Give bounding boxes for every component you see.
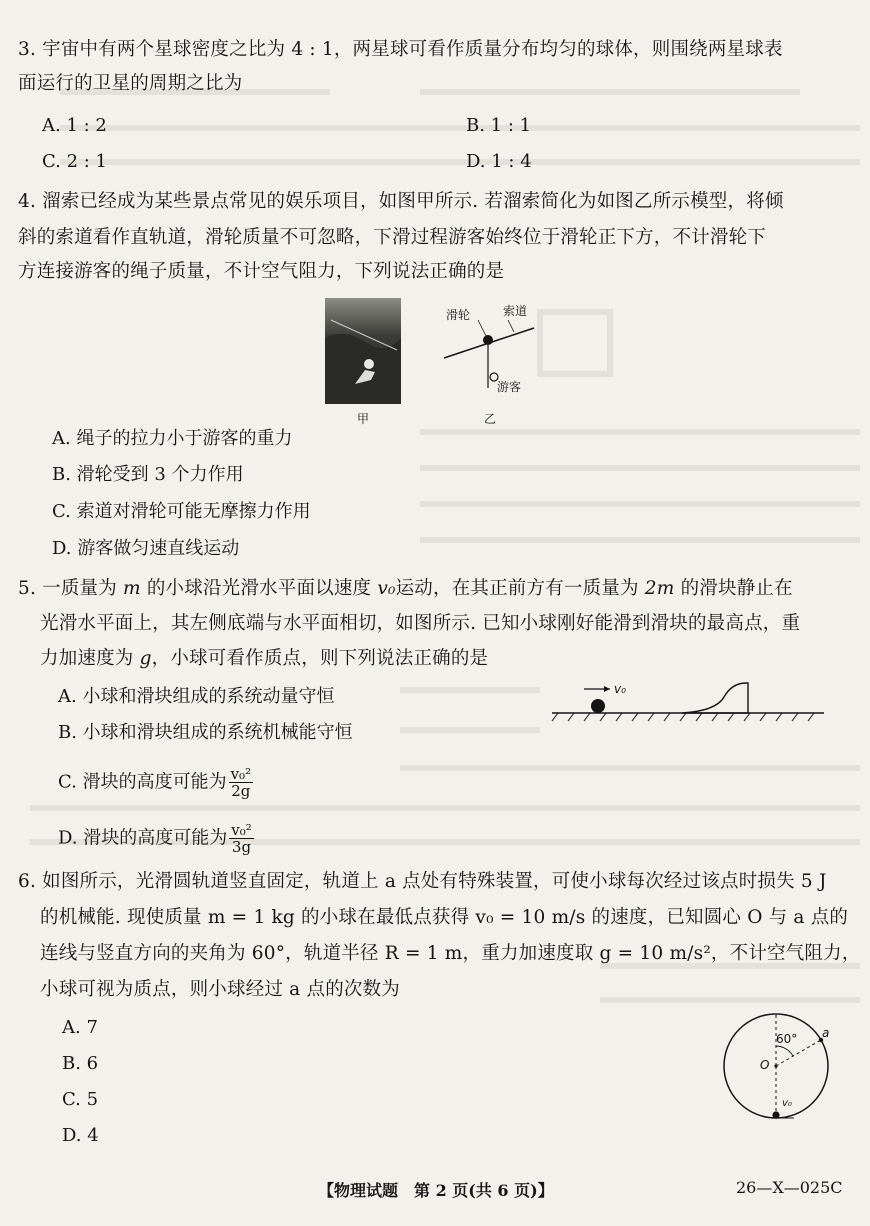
q5-stem-line2: 光滑水平面上，其左侧底端与水平面相切，如图所示. 已知小球刚好能滑到滑块的最高点，重 xyxy=(40,613,801,634)
q3-stem-line2: 面运行的卫星的周期之比为 xyxy=(18,73,243,94)
q6-option-d: D. 4 xyxy=(62,1125,99,1146)
tourist-label: 游客 xyxy=(497,380,522,394)
q6-stem-line1: 6. 如图所示，光滑圆轨道竖直固定，轨道上 a 点处有特殊装置，可使小球每次经过该点时损失 5 J xyxy=(18,871,827,892)
q4-stem-line2: 斜的索道看作直轨道，滑轮质量不可忽略，下滑过程游客始终位于滑轮正下方，不计滑轮下 xyxy=(18,227,767,248)
q5-option-b: B. 小球和滑块组成的系统机械能守恒 xyxy=(58,722,353,743)
q5-option-c: C. 滑块的高度可能为 $\frac{\text{v₀²}}{2g}$ xyxy=(58,765,252,800)
q5-option-d: D. 滑块的高度可能为 $\frac{\text{v₀²}}{3g}$ xyxy=(58,821,252,856)
center-o-label: O xyxy=(760,1058,770,1072)
q6-fig-v0-label: v₀ xyxy=(782,1098,792,1109)
gravity-g: g xyxy=(139,648,152,669)
q3-option-b: B. 1 : 1 xyxy=(466,115,532,136)
fraction-v0sq-over-3g: $\frac{\text{v₀²}}{3g}$ xyxy=(231,821,252,856)
q6-option-b: B. 6 xyxy=(62,1053,99,1074)
cable-label: 索道 xyxy=(503,304,528,318)
mass-m: m xyxy=(123,578,141,599)
q5-stem-line3: 力加速度为 g，小球可看作质点，则下列说法正确的是 xyxy=(40,648,489,669)
page-footer-code: 26—X—025C xyxy=(736,1178,843,1197)
zipline-photo xyxy=(325,298,405,408)
q4-stem-line3: 方连接游客的绳子质量，不计空气阻力，下列说法正确的是 xyxy=(18,261,505,282)
q3-option-c: C. 2 : 1 xyxy=(42,151,107,172)
page-footer-title: 【物理试题 第 2 页(共 6 页)】 xyxy=(318,1181,554,1200)
q6-stem-line4: 小球可视为质点，则小球经过 a 点的次数为 xyxy=(40,979,400,1000)
slider-ball-diagram xyxy=(548,675,830,725)
q3-option-a: A. 1 : 2 xyxy=(42,115,107,136)
velocity-v0: v₀ xyxy=(377,578,396,599)
q4-option-a: A. 绳子的拉力小于游客的重力 xyxy=(52,428,293,449)
q4-stem-line1: 4. 溜索已经成为某些景点常见的娱乐项目，如图甲所示. 若溜索简化为如图乙所示模型，将倾 xyxy=(18,191,784,212)
q6-stem-line3: 连线与竖直方向的夹角为 60°，轨道半径 R = 1 m，重力加速度取 g = 10 m/s²，不计空气阻力， xyxy=(40,943,861,964)
diagram-caption: 乙 xyxy=(484,412,497,426)
q4-option-b: B. 滑轮受到 3 个力作用 xyxy=(52,464,244,485)
q5-stem-line1: 5. 一质量为 m 的小球沿光滑水平面以速度 v₀运动，在其正前方有一质量为 2m 的滑块静止在 xyxy=(18,578,793,599)
q6-option-c: C. 5 xyxy=(62,1089,99,1110)
photo-caption: 甲 xyxy=(357,412,370,426)
angle-label: 60° xyxy=(776,1032,798,1046)
q3-stem-line1: 3. 宇宙中有两个星球密度之比为 4 : 1，两星球可看作质量分布均匀的球体，则围绕两星球表 xyxy=(18,39,783,60)
q5-fig-v0-label: v₀ xyxy=(614,682,626,696)
q5-option-a: A. 小球和滑块组成的系统动量守恒 xyxy=(58,686,335,707)
q4-option-d: D. 游客做匀速直线运动 xyxy=(52,538,240,559)
mass-2m: 2m xyxy=(644,578,675,599)
q3-option-d: D. 1 : 4 xyxy=(466,151,532,172)
q6-stem-line2: 的机械能. 现使质量 m = 1 kg 的小球在最低点获得 v₀ = 10 m/s 的速度，已知圆心 O 与 a 点的 xyxy=(40,907,849,928)
q6-option-a: A. 7 xyxy=(62,1017,98,1038)
q4-option-c: C. 索道对滑轮可能无摩擦力作用 xyxy=(52,501,311,522)
pulley-label: 滑轮 xyxy=(446,308,471,322)
fraction-v0sq-over-2g: $\frac{\text{v₀²}}{2g}$ xyxy=(230,765,252,800)
circular-track-diagram xyxy=(718,1008,838,1126)
point-a-label: a xyxy=(822,1026,830,1040)
